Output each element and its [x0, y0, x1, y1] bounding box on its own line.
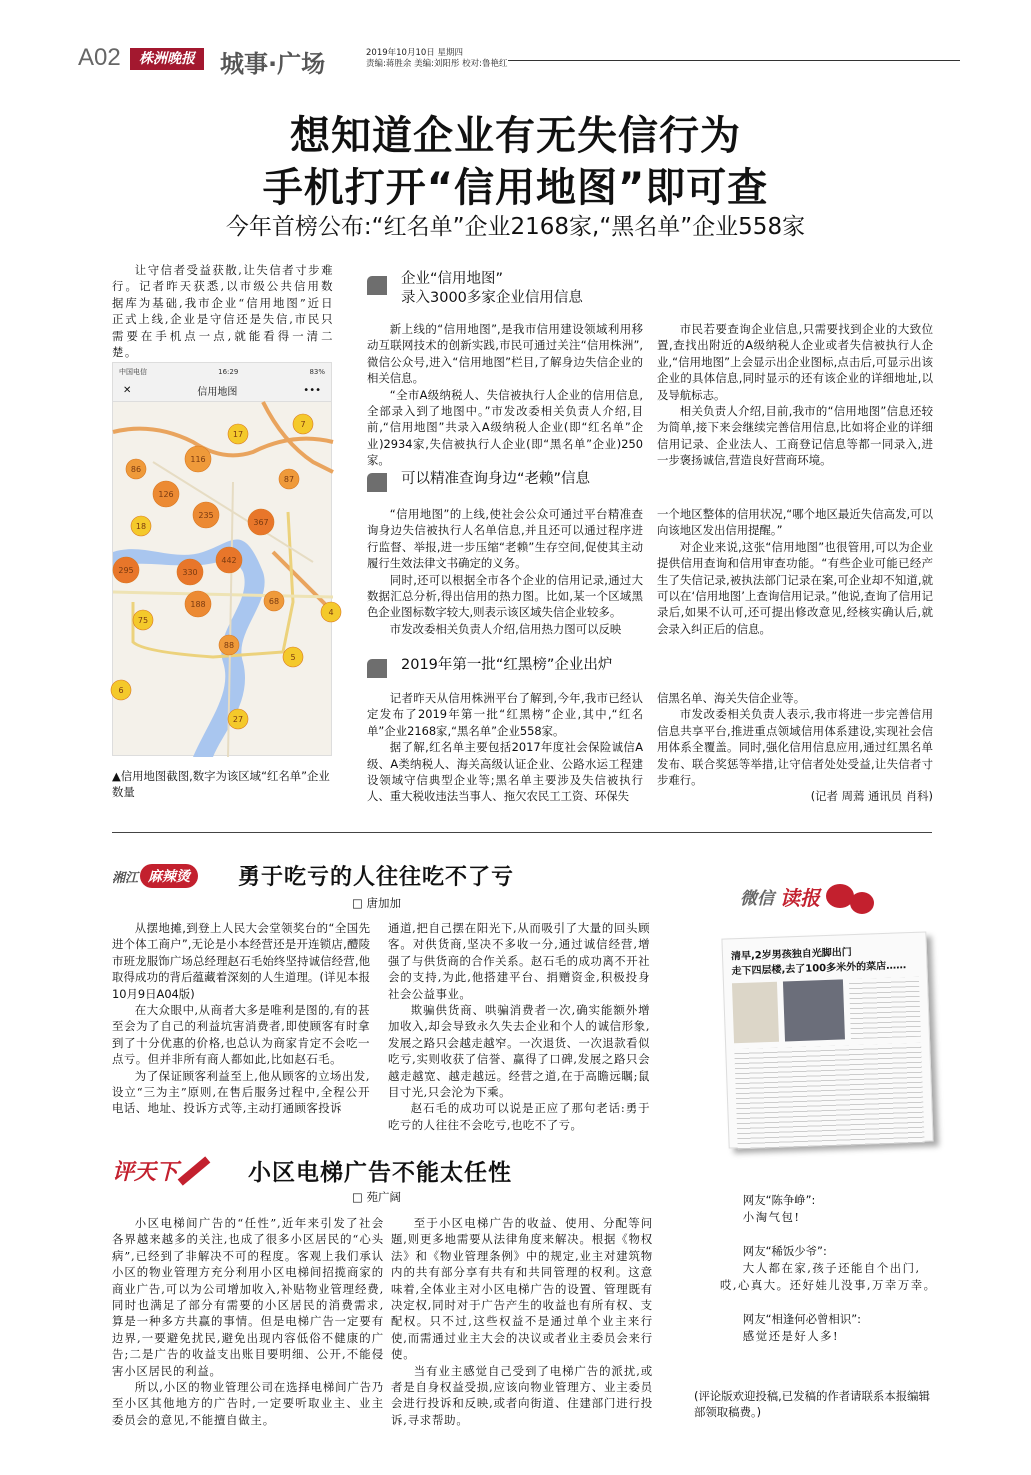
- map-title: 信用地图: [197, 387, 238, 398]
- clip-text: [734, 1043, 924, 1149]
- time: 16:29: [218, 367, 239, 376]
- paragraph: 所以,小区的物业管理公司在选择电梯间广告乃至小区其他地方的广告时,一定要听取业主、业主委员会的意见,不能擅自做主。: [112, 1380, 384, 1427]
- marker-count: 18: [135, 522, 147, 531]
- section-heading-1: [367, 270, 583, 308]
- marker-count: 330: [182, 568, 198, 577]
- paragraph: 市发改委相关负责人表示,我市将进一步完善信用信息共享平台,推进重点领域信用体系建设,实现社会信用体系全覆盖。同时,强化信用信息应用,通过红黑名单发布、联合奖惩等举措,让守信者处处受益,让失信者寸步难行。: [657, 707, 933, 788]
- square-bullet-icon: [367, 659, 387, 678]
- date-editors: [366, 48, 508, 70]
- headline-line1: 想知道企业有无失信行为: [290, 113, 741, 159]
- lede: [112, 262, 334, 360]
- square-bullet-icon: [367, 473, 387, 492]
- map: [113, 402, 333, 757]
- paper-logo: 株洲晚报: [130, 48, 204, 70]
- heading-text: 可以精准查询身边“老赖”信息: [401, 471, 591, 487]
- column-logo-pingtianxia: [112, 1155, 212, 1186]
- paragraph: 当有业主感觉自己受到了电梯广告的派扰,或者是自身权益受损,应该向物业管理方、业主委员会进行投诉和反映,或者向街道、住建部门进行投诉,寻求帮助。: [391, 1363, 653, 1427]
- clip-title-2: 走下四层楼,去了100多米外的菜店……: [731, 960, 907, 978]
- marker-count: 27: [232, 715, 244, 724]
- submission-note: (评论版欢迎投稿,已发稿的作者请联系本报编辑部领取稿费。): [694, 1389, 930, 1419]
- more-icon: •••: [303, 385, 321, 396]
- page-number: A02: [78, 44, 121, 71]
- wechat-label: 微信: [740, 888, 774, 909]
- photo-caption: ▲信用地图截图,数字为该区域“红名单”企业数量: [112, 769, 330, 799]
- marker-count: 75: [137, 616, 149, 625]
- marker-count: 68: [268, 597, 280, 606]
- paragraph: 相关负责人介绍,目前,我市的“信用地图”信息还较为简单,接下来会继续完善信用信息,比如将企业的详细信用记录、企业法人、工商登记信息等都一同录入,进一步褒扬诚信,营造良好营商环境。: [657, 404, 933, 468]
- logo-badge: 麻辣烫: [140, 864, 198, 888]
- section3-col1: [367, 690, 643, 805]
- logo-text: 评天下: [112, 1159, 179, 1185]
- section2-col1: [367, 506, 643, 637]
- marker-count: 116: [190, 455, 206, 464]
- section1-col2: [657, 321, 933, 469]
- editors: 责编:蒋胜余 美编:刘阳彤 校对:鲁艳红: [366, 59, 508, 69]
- square-bullet-icon: [367, 276, 387, 295]
- battery: 83%: [309, 367, 325, 376]
- section-divider: [112, 832, 932, 833]
- paragraph: 据了解,红名单主要包括2017年度社会保险诚信A级、A类纳税人、海关高级认证企业、公路水运工程建设领域守信典型企业等;黑名单主要涉及失信被执行人、重大税收违法当事人、拖欠农民工工资、环保失: [367, 740, 643, 804]
- comment-user: 网友“相逢何必曾相识”:: [742, 1312, 861, 1326]
- marker-count: 5: [290, 653, 296, 662]
- paragraph: 在大众眼中,从商者大多是唯利是图的,有的甚至会为了自己的利益坑害消费者,即使顾客有时拿到了十分优惠的价格,也总认为商家肯定不会吃一点亏。但并非所有商人都如此,比如赵石毛。: [112, 1003, 370, 1067]
- comment: [720, 1311, 938, 1345]
- header-rule: [508, 60, 960, 61]
- wechat-reading-panel: [700, 860, 950, 1160]
- paragraph: 小区电梯间广告的“任性”,近年来引发了社会各界越来越多的关注,也成了很多小区居民的“心头病”,已经到了非解决不可的程度。客观上我们承认小区的物业管理方充分利用小区电梯间招揽商家的商业广告,可以为公司增加收入,补贴物业管理经费,同时也满足了部分有需要的小区居民的消费需求,算是一种多方共赢的事情。但是电梯广告一定要有边界,一要避免扰民,避免出现内容低俗不健康的广告;二是广告的收益支出账目要明细、公开,不能侵害小区居民的利益。: [112, 1216, 384, 1378]
- chat-bubble-icon: [850, 892, 874, 914]
- marker-count: 295: [118, 566, 134, 575]
- paragraph: 至于小区电梯广告的收益、使用、分配等问题,则更多地需要从法律角度来解决。根据《物权法》和《物业管理条例》中的规定,业主对建筑物内的共有部分享有共有和共同管理的权利。这意味着,全体业主对小区电梯广告的设置、管理既有决定权,同时对于广告产生的收益也有所有权、支配权。只不过,这些权益不是通过单个业主来行使,而需通过业主大会的决议或者业主委员会来行使。: [391, 1216, 653, 1362]
- paragraph: 记者昨天从信用株洲平台了解到,今年,我市已经认定发布了2019年第一批“红黑榜”企业,其中,“红名单”企业2168家,“黑名单”企业558家。: [367, 691, 643, 738]
- marker-count: 86: [130, 465, 142, 474]
- article1-col1: [112, 920, 370, 1117]
- marker-count: 235: [198, 511, 214, 520]
- marker-count: 87: [283, 475, 295, 484]
- marker-count: 7: [300, 420, 306, 429]
- marker-count: 367: [253, 518, 269, 527]
- subheadline: 今年首榜公布:“红名单”企业2168家,“黑名单”企业558家: [225, 214, 806, 240]
- read-paper-label: 读报: [780, 885, 820, 910]
- byline: (记者 周蔫 通讯员 肖科): [810, 789, 933, 804]
- paragraph-continued: 一个地区整体的信用状况,“哪个地区最近失信高发,可以向该地区发出信用提醒。”: [657, 507, 933, 538]
- phone-status-bar: [113, 363, 331, 380]
- credit-map-screenshot: [112, 362, 332, 756]
- clip-title-1: 清早,2岁男孩独自光脚出门: [730, 947, 852, 963]
- close-icon: ✕: [123, 385, 132, 396]
- comment-user: 网友“陈争峥”:: [742, 1193, 816, 1207]
- reader-comments: [720, 1192, 938, 1345]
- headline-line2: 手机打开“信用地图”即可查: [262, 165, 769, 211]
- marker-count: 188: [190, 600, 206, 609]
- section-name: 城事·广场: [220, 50, 326, 78]
- paragraph: 市民若要查询企业信息,只需要找到企业的大致位置,查找出附近的A级纳税人企业或者失信被执行人企业,“信用地图”上会显示出企业图标,点击后,可显示出该企业的具体信息,同时显示的还有该企业的详细地址,以及导航标志。: [657, 322, 933, 402]
- heading-text: 2019年第一批“红黑榜”企业出炉: [401, 657, 613, 673]
- section3-col2: [657, 690, 933, 805]
- comment: [720, 1192, 938, 1226]
- heading-line1: 企业“信用地图”: [401, 271, 504, 287]
- comment-text: 小淘气包!: [742, 1210, 801, 1224]
- section-heading-3: [367, 656, 612, 678]
- article2-col2: [391, 1215, 653, 1428]
- paragraph: 同时,还可以根据全市各个企业的信用记录,通过大数据汇总分析,得出信用的热力图。比如,某一个区域黑色企业图标数字较大,则表示该区域失信企业较多。: [367, 572, 643, 620]
- section-heading-2: [367, 470, 590, 492]
- section2-col2: [657, 506, 933, 637]
- pencil-icon: [178, 1156, 211, 1185]
- newspaper-clip: [721, 931, 933, 1148]
- marker-count: 88: [223, 641, 235, 650]
- app-nav-bar: [113, 380, 331, 402]
- paragraph: 赵石毛的成功可以说是正应了那句老话:勇于吃亏的人往往不会吃亏,也吃不了亏。: [388, 1101, 650, 1132]
- carrier: 中国电信: [119, 367, 147, 376]
- paragraph-continued: 信黑名单、海关失信企业等。: [657, 691, 806, 705]
- paragraph: 市发改委相关负责人介绍,信用热力图可以反映: [389, 621, 622, 636]
- issue-date: 2019年10月10日 星期四: [366, 48, 463, 58]
- paragraph: 为了保证顾客利益至上,他从顾客的立场出发,设立“三为主”原则,在售后服务过程中,全程公开电话、地址、投诉方式等,主动打通顾客投诉: [112, 1068, 370, 1116]
- marker-count: 442: [221, 556, 237, 565]
- paragraph: “全市A级纳税人、失信被执行人企业的信用信息,全部录入到了地图中。”市发改委相关负责人介绍,目前,“信用地图”共录入A级纳税人企业(即“红名单”企业)2934家,失信被执行人企业(即“黑名单”企业)250家。: [367, 387, 643, 468]
- paragraph-continued: 通道,把自己摆在阳光下,从而吸引了大量的回头顾客。对供货商,坚决不多收一分,通过诚信经营,增强了与供货商的合作关系。赵石毛的成功离不开社会的支持,为此,他搭建平台、捐赠资金,积极投身社会公益事业。: [388, 921, 650, 1001]
- paragraph: “信用地图”的上线,使社会公众可通过平台精准查询身边失信被执行人名单信息,并且还可以通过程序进行监督、举报,进一步压缩“老赖”生存空间,促使其主动履行生效法律文书确定的义务。: [367, 507, 643, 571]
- article1-title: 勇于吃亏的人往往吃不了亏: [238, 864, 515, 890]
- comment-user: 网友“稀饭少爷”:: [742, 1244, 827, 1258]
- article2-col1: [112, 1215, 384, 1428]
- article2-title: 小区电梯广告不能太任性: [248, 1159, 512, 1186]
- comment-text: 大人都在家,孩子还能自个出门,哎,心真大。还好娃儿没事,万幸万幸。: [720, 1261, 937, 1292]
- article2-author: □ 苑广阔: [352, 1190, 402, 1204]
- marker-count: 126: [158, 490, 174, 499]
- clip-images: [732, 977, 921, 1043]
- logo-prefix: 湘江: [112, 870, 139, 886]
- article1-author: □ 唐加加: [352, 896, 402, 910]
- column-logo-mala: [112, 864, 198, 888]
- paragraph: 新上线的“信用地图”,是我市信用建设领域利用移动互联网技术的创新实践,市民可通过关注“信用株洲”,微信公众号,进入“信用地图”栏目,了解身边失信企业的相关信息。: [367, 322, 643, 386]
- lede-text: 让守信者受益获散,让失信者寸步难行。记者昨天获悉,以市级公共信用数据库为基础,我市企业“信用地图”近日正式上线,企业是守信还是失信,市民只需要在手机点一点,就能看得一清二楚。: [112, 263, 334, 360]
- marker-count: 6: [118, 686, 124, 695]
- paragraph: 对企业来说,这张“信用地图”也很管用,可以为企业提供信用查询和信用审查功能。“有些企业可能已经产生了失信记录,被执法部门记录在案,可企业却不知道,就可以在‘信用地图’上查询信用记录。”他说,查询了信用记录后,如果不认可,还可提出修改意见,经核实确认后,就会录入纠正后的信息。: [657, 539, 933, 636]
- marker-count: 17: [232, 430, 244, 439]
- marker-count: 4: [328, 608, 334, 617]
- comment: [720, 1243, 938, 1294]
- wechat-logo: [740, 878, 874, 914]
- article1-col2: [388, 920, 650, 1133]
- comment-text: 感觉还是好人多!: [742, 1329, 840, 1343]
- paragraph: 欺骗供货商、哄骗消费者一次,确实能额外增加收入,却会导致永久失去企业和个人的诚信形象,发展之路只会越走越窄。一次退货、一次退款看似吃亏,实则收获了信誉、赢得了口碑,发展之路只会越走越宽、越走越远。经营之道,在于高瞻远瞩;鼠目寸光,只会沦为下乘。: [388, 1003, 650, 1100]
- intro-paragraph: 从摆地摊,到登上人民大会堂领奖台的“全国先进个体工商户”,无论是小本经营还是开连锁店,醴陵市班龙服饰广场总经理赵石毛始终坚持诚信经营,他取得成功的背后蕴藏着深刻的人生道理。(详见本报10月9日A04版): [112, 921, 370, 1001]
- section1-col1: [367, 321, 643, 469]
- heading-line2: 录入3000多家企业信用信息: [401, 290, 583, 306]
